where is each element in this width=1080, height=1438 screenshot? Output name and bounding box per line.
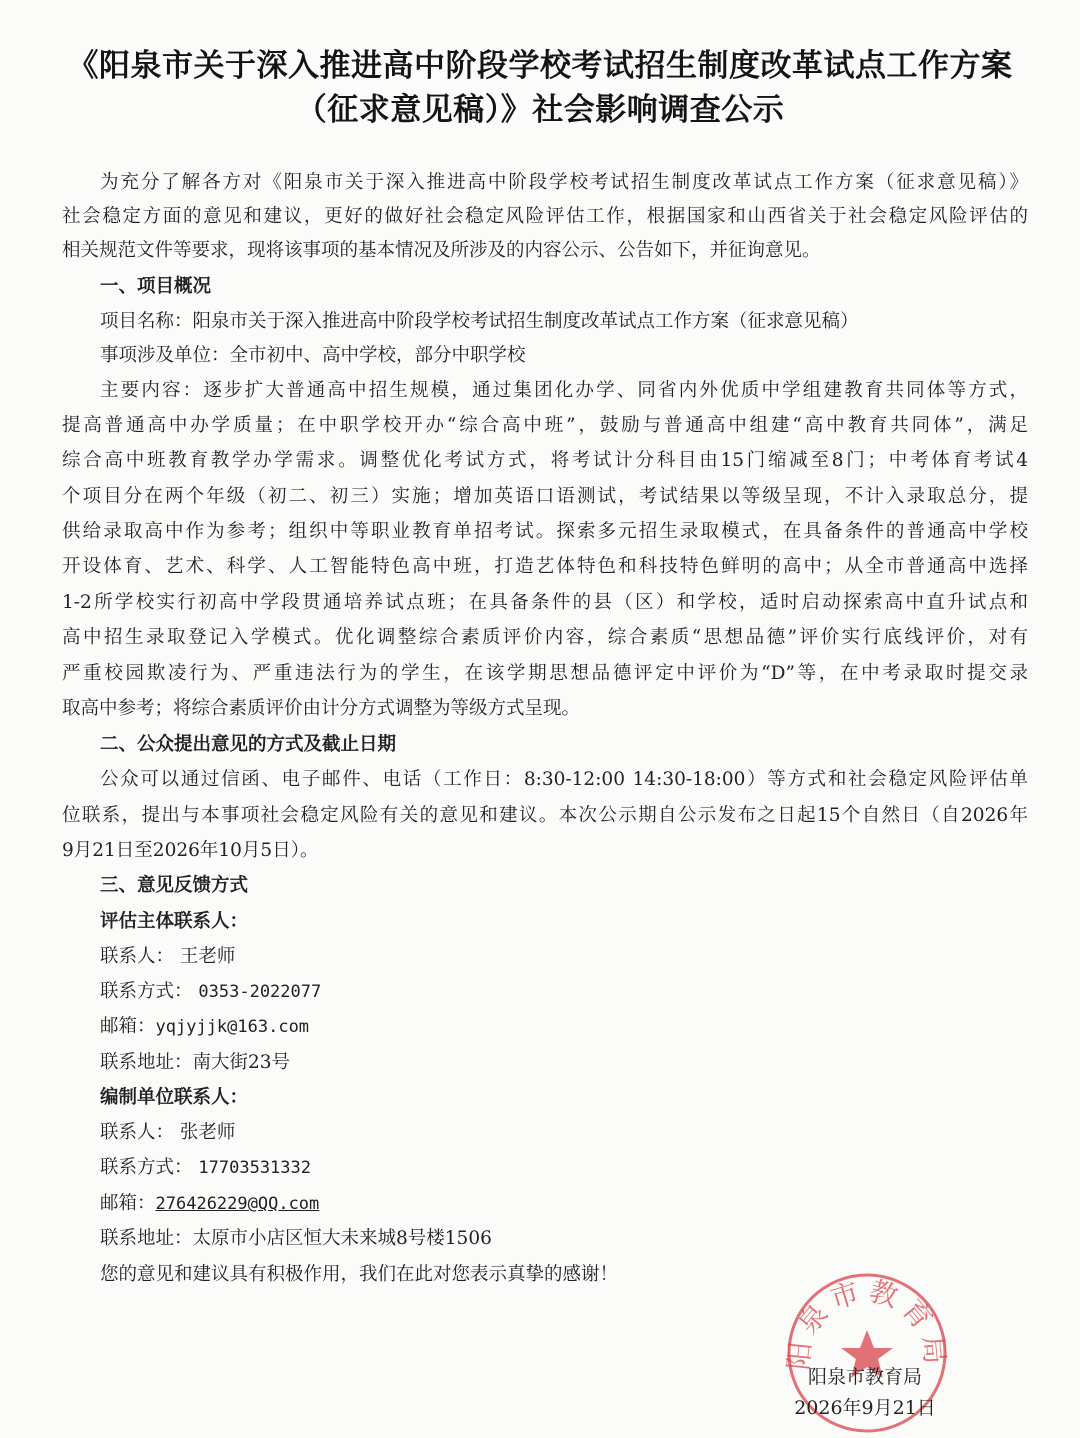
content-line-10: 取高中参考；将综合素质评价由计分方式调整为等级方式呈现。 xyxy=(62,698,581,719)
content-line-7: 1-2所学校实行初高中学段贯通培养试点班；在具备条件的县（区）和学校，适时启动探索高中直升试点和 xyxy=(62,592,1028,613)
svg-text:阳泉市教育局: 阳泉市教育局 xyxy=(782,1274,952,1372)
title-line-2: （征求意见稿）》社会影响调查公示 xyxy=(295,92,785,128)
signature-org: 阳泉市教育局 xyxy=(807,1366,922,1388)
group1-email-label: 邮箱： xyxy=(100,1016,156,1037)
content-line-6: 开设体育、艺术、科学、人工智能特色高中班，打造艺体特色和科技特色鲜明的高中；从全市普通高中选择 xyxy=(62,556,1028,577)
section2-heading: 二、公众提出意见的方式及截止日期 xyxy=(100,734,397,755)
intro-line-2: 社会稳定方面的意见和建议，更好的做好社会稳定风险评估工作，根据国家和山西省关于社会稳定风险评估的 xyxy=(62,206,1028,227)
group1-title: 评估主体联系人： xyxy=(100,911,249,932)
group2-person xyxy=(100,1120,1028,1146)
group2-address xyxy=(100,1226,1028,1252)
project-units: 事项涉及单位：全市初中、高中学校，部分中职学校 xyxy=(100,345,526,366)
section1-heading: 一、项目概况 xyxy=(100,276,212,297)
content-line-9: 严重校园欺凌行为、严重违法行为的学生，在该学期思想品德评定中评价为“D”等，在中考录取时提交录 xyxy=(62,663,1028,684)
content-line-4: 个项目分在两个年级（初二、初三）实施；增加英语口语测试，考试结果以等级呈现，不计入录取总分，提 xyxy=(62,486,1028,507)
section3-heading: 三、意见反馈方式 xyxy=(100,875,249,896)
group2-phone xyxy=(100,1155,1028,1181)
group2-title: 编制单位联系人： xyxy=(100,1087,249,1108)
section2-line-3: 9月21日至2026年10月5日）。 xyxy=(62,840,319,861)
group1-address-value: 南大街23号 xyxy=(192,1052,291,1073)
content-line-2: 提高普通高中办学质量；在中职学校开办“综合高中班”，鼓励与普通高中组建“高中教育共同体”，满足 xyxy=(62,415,1028,436)
content-line-3: 综合高中班教育教学办学需求。调整优化考试方式，将考试计分科目由15门缩减至8门；中考体育考试4 xyxy=(62,450,1028,471)
group1-address xyxy=(100,1050,1028,1076)
content-line-5: 供给录取高中作为参考；组织中等职业教育单招考试。探索多元招生录取模式，在具备条件的普通高中学校 xyxy=(62,521,1028,542)
thanks-line: 您的意见和建议具有积极作用，我们在此对您表示真挚的感谢！ xyxy=(100,1264,619,1285)
signature-date: 2026年9月21日 xyxy=(794,1397,936,1419)
group2-email xyxy=(100,1191,1028,1217)
group1-person-value: 王老师 xyxy=(179,946,236,967)
intro-line-1: 为充分了解各方对《阳泉市关于深入推进高中阶段学校考试招生制度改革试点工作方案（征求意见稿）》 xyxy=(100,172,1028,193)
group1-email xyxy=(100,1014,1028,1040)
group1-phone xyxy=(100,979,1028,1005)
group2-phone-value: 17703531332 xyxy=(198,1158,311,1178)
content-line-1: 主要内容：逐步扩大普通高中招生规模，通过集团化办学、同省内外优质中学组建教育共同体等方式， xyxy=(100,380,1028,401)
group2-email-value[interactable]: 276426229@QQ.com xyxy=(155,1194,320,1214)
content-line-8: 高中招生录取登记入学模式。优化调整综合素质评价内容，综合素质“思想品德”评价实行底线评价，对有 xyxy=(62,627,1028,648)
group1-address-label: 联系地址： xyxy=(100,1052,193,1073)
project-name: 项目名称：阳泉市关于深入推进高中阶段学校考试招生制度改革试点工作方案（征求意见稿） xyxy=(100,311,859,332)
group1-email-value[interactable]: yqjyjjk@163.com xyxy=(155,1017,310,1037)
group2-email-label: 邮箱： xyxy=(100,1193,156,1214)
intro-line-3: 相关规范文件等要求，现将该事项的基本情况及所涉及的内容公示、公告如下，并征询意见。 xyxy=(62,240,821,261)
group1-phone-label: 联系方式： xyxy=(100,981,193,1002)
group2-person-value: 张老师 xyxy=(179,1122,236,1143)
group2-address-label: 联系地址： xyxy=(100,1228,193,1249)
group2-address-value: 太原市小店区恒大未来城8号楼1506 xyxy=(192,1228,492,1249)
section2-line-2: 位联系，提出与本事项社会稳定风险有关的意见和建议。本次公示期自公示发布之日起15个自然日（自2026年 xyxy=(62,805,1028,826)
group1-phone-value: 0353-2022077 xyxy=(198,982,322,1002)
group1-person-label: 联系人： xyxy=(100,946,175,967)
group2-person-label: 联系人： xyxy=(100,1122,175,1143)
title-line-1: 《阳泉市关于深入推进高中阶段学校考试招生制度改革试点工作方案 xyxy=(67,48,1013,84)
group1-person xyxy=(100,944,1028,970)
section2-line-1: 公众可以通过信函、电子邮件、电话（工作日：8:30-12:00 14:30-18:00）等方式和社会稳定风险评估单 xyxy=(100,769,1028,790)
group2-phone-label: 联系方式： xyxy=(100,1157,193,1178)
